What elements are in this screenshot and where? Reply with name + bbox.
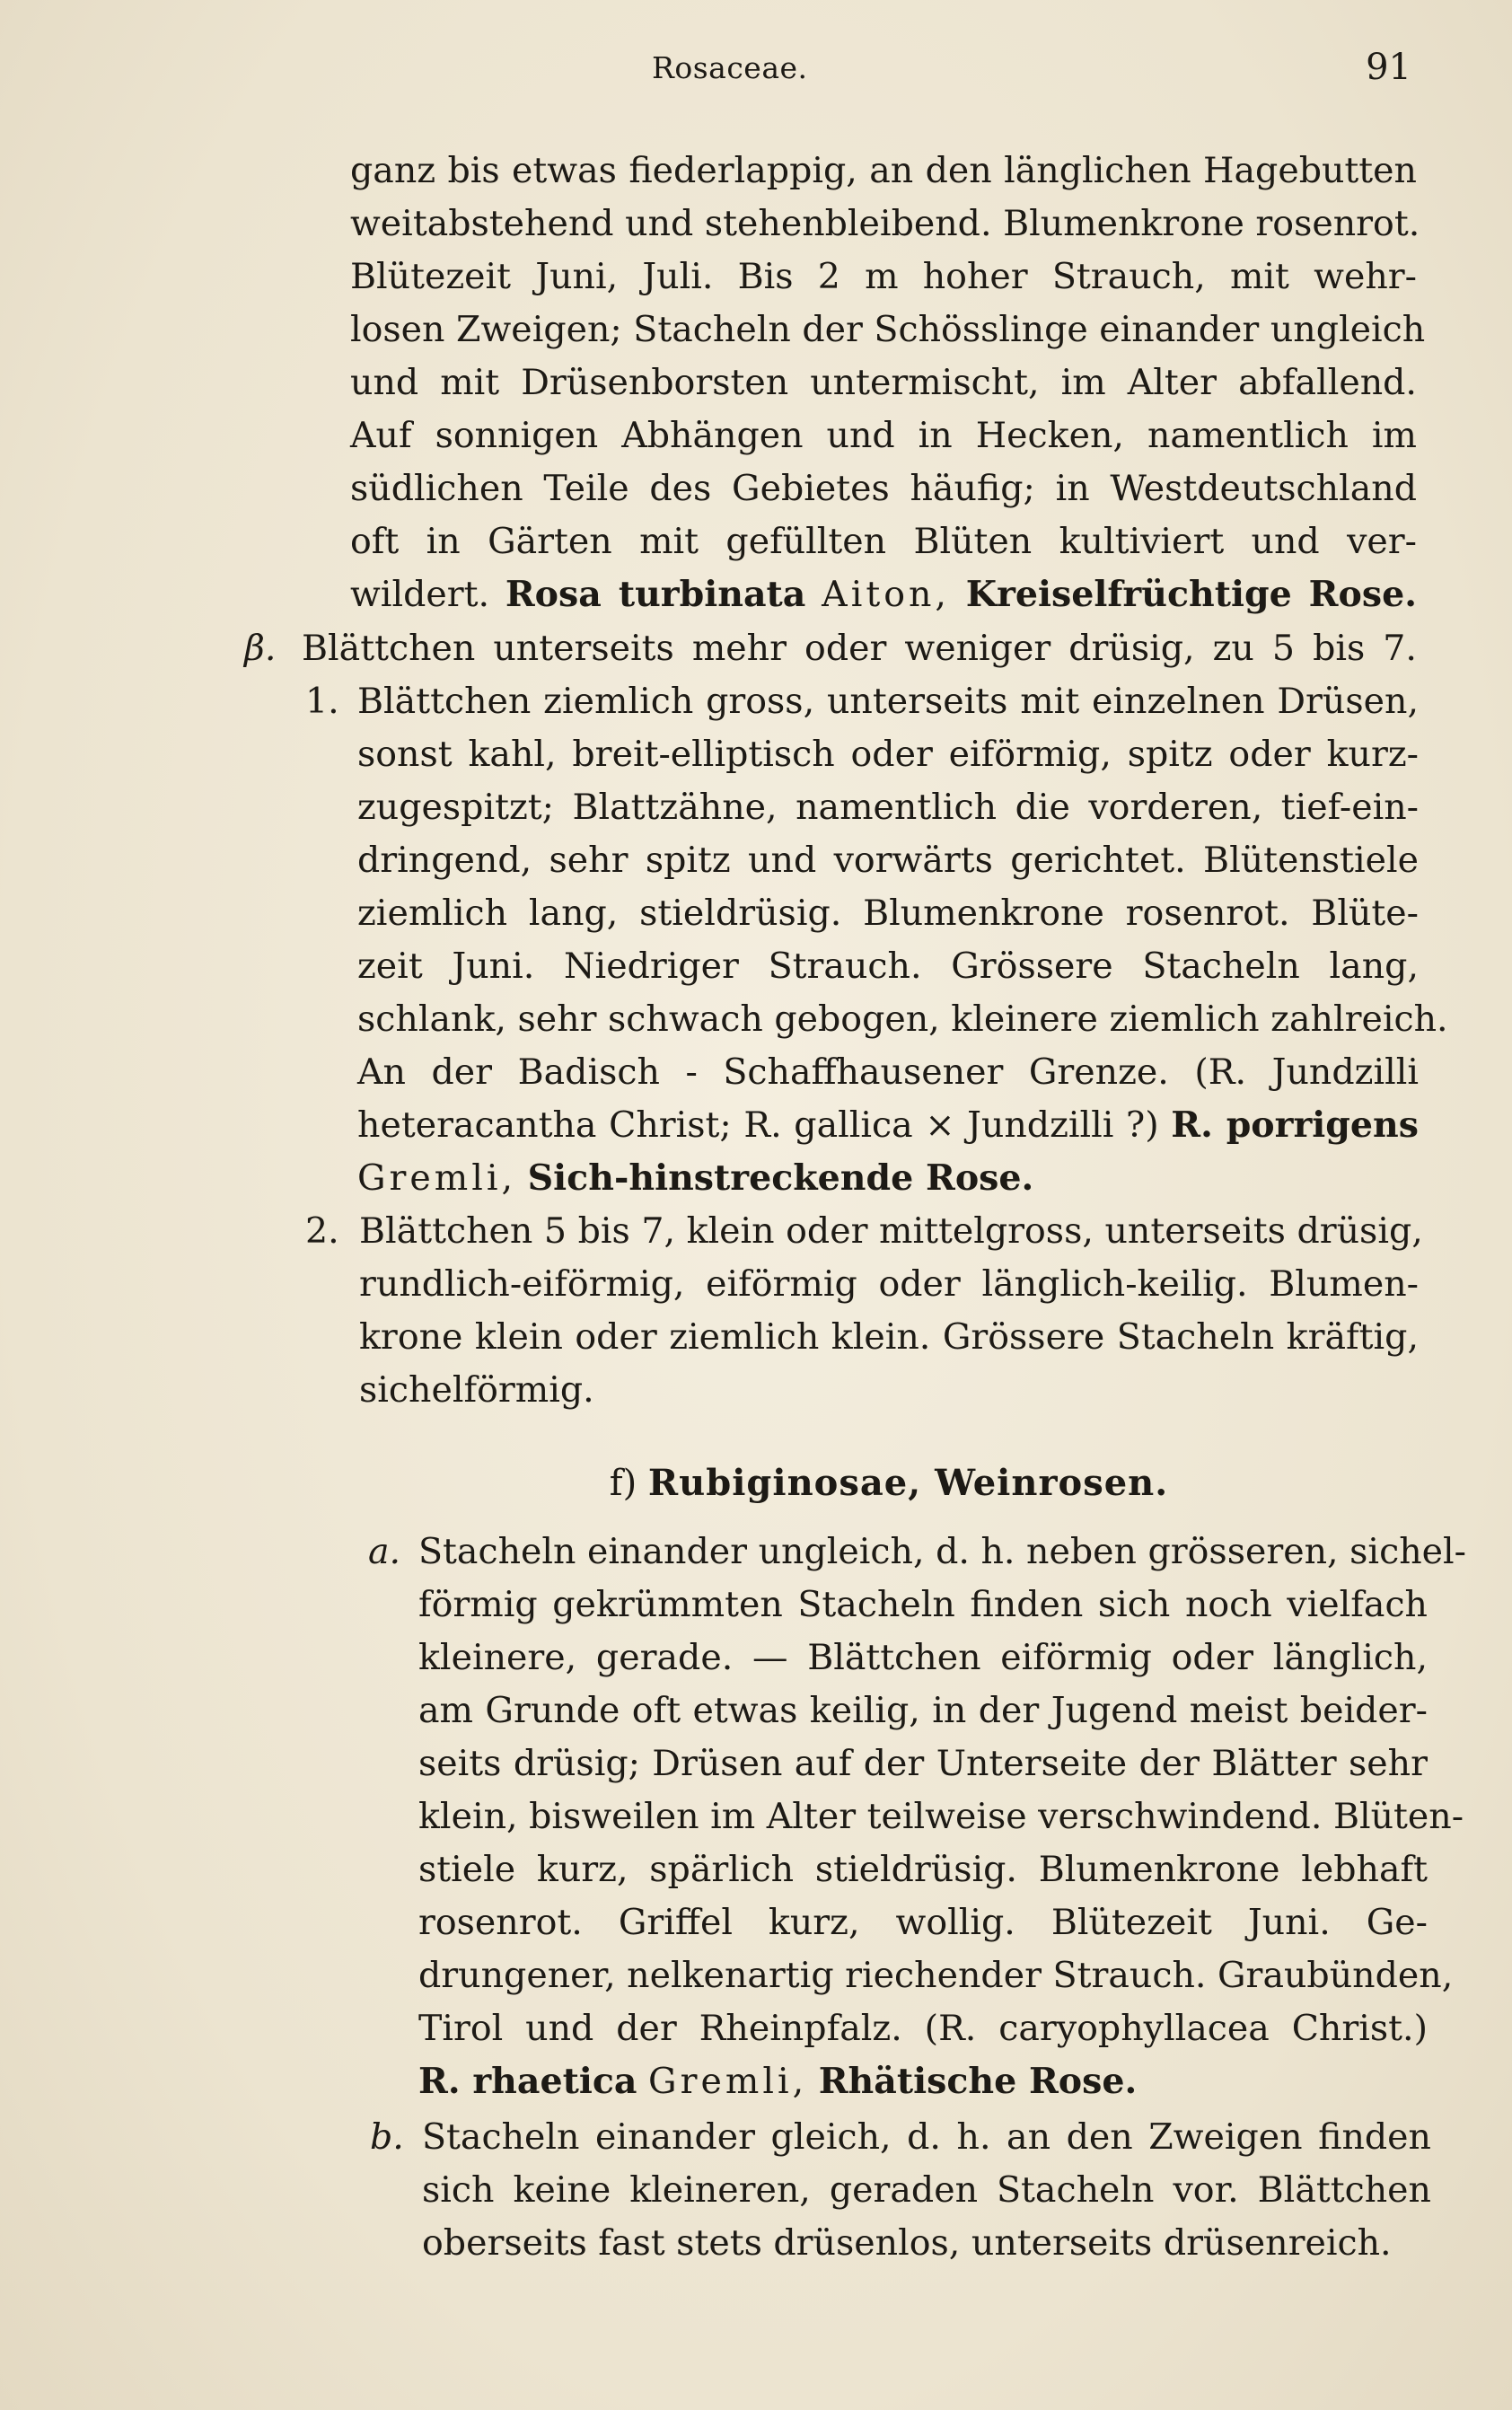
text-line: förmig gekrümmten Stacheln finden sich noch vielfach — [418, 1584, 1428, 1625]
list-marker: b. — [370, 2116, 404, 2158]
text-line: weitabstehend und stehenbleibend. Blumenkrone rosenrot. — [350, 203, 1420, 244]
list-marker: 2. — [305, 1210, 339, 1252]
species-common-name: Sich-hinstreckende Rose. — [527, 1157, 1034, 1199]
species-name: Rosa turbinata — [505, 574, 806, 615]
section-title: Rubiginosae, Weinrosen. — [647, 1462, 1169, 1504]
text-line: sich keine kleineren, geraden Stacheln vor. Blättchen — [422, 2169, 1431, 2211]
text-line: Blättchen unterseits mehr oder weniger drüsig, zu 5 bis 7. — [302, 628, 1417, 669]
text-line: am Grunde oft etwas keilig, in der Jugend meist beider- — [418, 1690, 1428, 1731]
text-line-species — [418, 2055, 1428, 2108]
running-head: Rosaceae. — [652, 50, 808, 85]
species-name: R. rhaetica — [418, 2061, 637, 2102]
list-marker: 1. — [305, 681, 339, 722]
text-line: zeit Juni. Niedriger Strauch. Grössere Stacheln lang, — [357, 946, 1419, 987]
text-line: ziemlich lang, stieldrüsig. Blumenkrone rosenrot. Blüte- — [357, 893, 1419, 934]
text-line: kleinere, gerade. — Blättchen eiförmig oder länglich, — [418, 1637, 1428, 1678]
species-name: R. porrigens — [1171, 1104, 1419, 1146]
text-line: Tirol und der Rheinpfalz. (R. caryophyllacea Christ.) — [418, 2008, 1428, 2049]
text-line: Blütezeit Juni, Juli. Bis 2 m hoher Strauch, mit wehr- — [350, 256, 1417, 297]
text-line: rosenrot. Griffel kurz, wollig. Blütezeit Juni. Ge- — [418, 1902, 1428, 1943]
section-label: f) — [609, 1463, 637, 1504]
text-line: Stacheln einander ungleich, d. h. neben grösseren, sichel- — [418, 1531, 1466, 1572]
list-marker: β. — [244, 628, 277, 669]
text-line: schlank, sehr schwach gebogen, kleinere ziemlich zahlreich. — [357, 998, 1448, 1040]
section-heading — [422, 1456, 1356, 1509]
species-author: Gremli, — [357, 1157, 517, 1199]
text-line: Stacheln einander gleich, d. h. an den Zweigen finden — [422, 2116, 1431, 2158]
text-line: dringend, sehr spitz und vorwärts gerichtet. Blütenstiele — [357, 840, 1419, 881]
text-line: krone klein oder ziemlich klein. Grössere Stacheln kräftig, — [359, 1316, 1419, 1358]
text-line: oft in Gärten mit gefüllten Blüten kultiviert und ver- — [350, 521, 1417, 562]
text-fragment: heteracantha Christ; R. gallica × Jundzilli ?) — [357, 1104, 1159, 1146]
species-author: Aiton, — [822, 574, 950, 615]
species-common-name: Kreiselfrüchtige Rose. — [965, 574, 1417, 615]
text-line: südlichen Teile des Gebietes häufig; in Westdeutschland — [350, 468, 1417, 509]
text-line-species — [350, 568, 1417, 621]
text-line: rundlich-eiförmig, eiförmig oder länglich-keilig. Blumen- — [359, 1263, 1419, 1305]
text-line: seits drüsig; Drüsen auf der Unterseite der Blätter sehr — [418, 1743, 1428, 1784]
text-line: sonst kahl, breit-elliptisch oder eiförmig, spitz oder kurz- — [357, 734, 1419, 775]
text-line: ganz bis etwas fiederlappig, an den länglichen Hagebutten — [350, 150, 1417, 191]
text-line: losen Zweigen; Stacheln der Schösslinge einander ungleich — [350, 309, 1426, 350]
text-line: An der Badisch - Schaffhausener Grenze. (R. Jundzilli — [357, 1051, 1419, 1093]
species-common-name: Rhätische Rose. — [818, 2061, 1138, 2102]
page-number: 91 — [1366, 47, 1411, 88]
text-line: und mit Drüsenborsten untermischt, im Alter abfallend. — [350, 362, 1417, 403]
list-marker: a. — [368, 1531, 401, 1572]
text-line: drungener, nelkenartig riechender Strauch. Graubünden, — [418, 1955, 1454, 1996]
text-line: zugespitzt; Blattzähne, namentlich die vorderen, tief-ein- — [357, 787, 1419, 828]
species-author: Gremli, — [648, 2061, 808, 2102]
text-line-species — [357, 1099, 1419, 1152]
text-line: stiele kurz, spärlich stieldrüsig. Blumenkrone lebhaft — [418, 1849, 1428, 1890]
text-line: Blättchen ziemlich gross, unterseits mit einzelnen Drüsen, — [357, 681, 1419, 722]
text-line: Blättchen 5 bis 7, klein oder mittelgross, unterseits drüsig, — [359, 1210, 1423, 1252]
text-line: klein, bisweilen im Alter teilweise verschwindend. Blüten- — [418, 1796, 1464, 1837]
text-fragment: wildert. — [350, 574, 490, 615]
text-line-species — [357, 1152, 1419, 1205]
text-line: sichelförmig. — [359, 1369, 594, 1411]
text-line: oberseits fast stets drüsenlos, unterseits drüsenreich. — [422, 2222, 1392, 2264]
text-line: Auf sonnigen Abhängen und in Hecken, namentlich im — [350, 415, 1417, 456]
page-header — [0, 47, 1512, 92]
